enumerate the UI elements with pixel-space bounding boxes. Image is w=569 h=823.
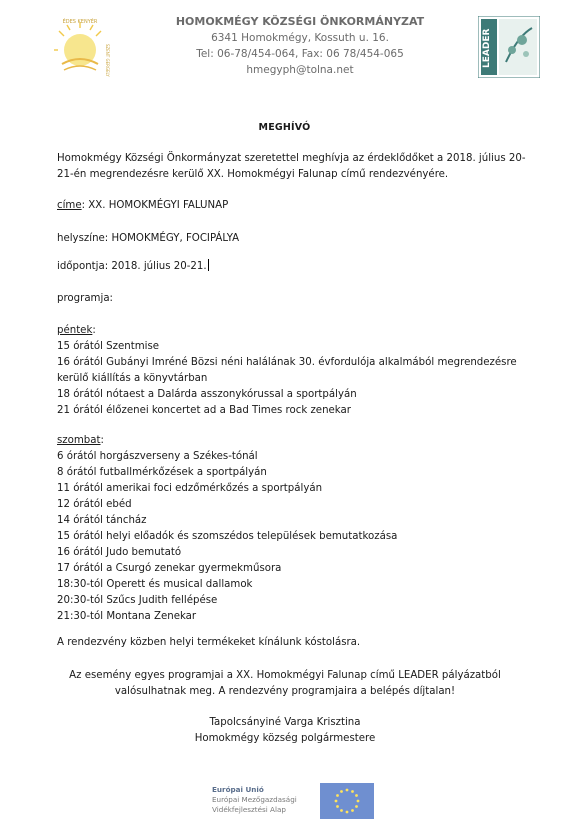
signature-block: [40, 715, 530, 747]
program-item: 21:30-tól Montana Zenekar: [57, 611, 197, 622]
program-item: 6 órától horgászverseny a Székes-tónál: [57, 451, 258, 462]
org-email: hmegyph@tolna.net: [246, 64, 354, 76]
program-item: 12 órától ebéd: [57, 499, 132, 510]
friday-colon: :: [92, 325, 96, 336]
event-venue: helyszíne: HOMOKMÉGY, FOCIPÁLYA: [57, 233, 240, 244]
program-item: 18 órától nótaest a Dalárda asszonykórussal a sportpályán: [57, 389, 357, 400]
svg-text:ÉDES KENYÉR: ÉDES KENYÉR: [62, 19, 98, 25]
tasting-note: A rendezvény közben helyi termékeket kínálunk kóstolásra.: [57, 637, 361, 648]
saturday-heading: [57, 433, 527, 449]
eu-flag-icon: [320, 783, 374, 819]
event-name-label: címe: [57, 200, 82, 211]
eu-fund-text: [212, 785, 297, 815]
friday-section: [57, 323, 527, 419]
letterhead: [150, 14, 450, 78]
program-item: 8 órától futballmérkőzések a sportpályán: [57, 467, 267, 478]
document-title: MEGHÍVÓ: [258, 122, 311, 133]
program-item: 16 órától Gubányi Imréné Bözsi néni halálának 30. évfordulója alkalmából megrendezésre: [57, 357, 517, 368]
program-label: programja:: [57, 293, 113, 304]
intro-line: 21-én megrendezésre kerülő XX. Homokmégyi Falunap című rendezvényére.: [57, 169, 449, 180]
org-name: HOMOKMÉGY KÖZSÉGI ÖNKORMÁNYZAT: [175, 15, 425, 28]
program-item: 11 órától amerikai foci edzőmérkőzés a sportpályán: [57, 483, 323, 494]
program-item: 17 órától a Csurgó zenekar gyermekműsora: [57, 563, 282, 574]
leader-logo: [478, 16, 540, 78]
svg-text:SZENT GERGELY: SZENT GERGELY: [105, 44, 110, 77]
program-item: 20:30-tól Szűcs Judith fellépése: [57, 595, 218, 606]
program-item: 14 órától táncház: [57, 515, 147, 526]
event-date: [57, 259, 527, 275]
saturday-colon: :: [100, 435, 104, 446]
program-item: 18:30-tól Operett és musical dallamok: [57, 579, 253, 590]
org-phone-fax: Tel: 06-78/454-064, Fax: 06 78/454-065: [196, 48, 404, 60]
village-logo: [54, 14, 110, 80]
event-name-value: : XX. HOMOKMÉGYI FALUNAP: [81, 200, 229, 211]
program-item: 15 órától Szentmise: [57, 341, 160, 352]
event-date-text: időpontja: 2018. július 20-21.: [57, 261, 207, 272]
saturday-label: szombat: [57, 435, 101, 446]
friday-label: péntek: [57, 325, 93, 336]
intro-line: Homokmégy Községi Önkormányzat szeretettel meghívja az érdeklődőket a 2018. július 20-: [57, 153, 526, 164]
eu-line2: Európai Mezőgazdasági: [212, 795, 297, 804]
text-cursor: [208, 259, 209, 271]
friday-heading: [57, 323, 527, 339]
eu-line3: Vidékfejlesztési Alap: [212, 805, 286, 814]
saturday-section: [57, 433, 527, 625]
svg-text:LEADER: LEADER: [482, 28, 492, 68]
leader-note-line: valósulhatnak meg. A rendezvény programjaira a belépés díjtalan!: [114, 686, 456, 697]
leader-note-line: Az esemény egyes programjai a XX. Homokmégyi Falunap című LEADER pályázatból: [69, 670, 501, 681]
program-item: kerülő kiállítás a könyvtárban: [57, 373, 208, 384]
org-address: 6341 Homokmégy, Kossuth u. 16.: [211, 32, 389, 44]
program-item: 16 órától Judo bemutató: [57, 547, 182, 558]
event-name: [57, 198, 527, 214]
program-item: 15 órától helyi előadók és szomszédos települések bemutatkozása: [57, 531, 398, 542]
signature-title: Homokmégy község polgármestere: [194, 733, 376, 744]
program-item: 21 órától élőzenei koncertet ad a Bad Times rock zenekar: [57, 405, 351, 416]
signature-name: Tapolcsányiné Varga Krisztina: [209, 717, 361, 728]
eu-line1: Európai Unió: [212, 785, 264, 794]
intro-paragraph: [57, 151, 527, 183]
leader-note: [40, 668, 530, 700]
